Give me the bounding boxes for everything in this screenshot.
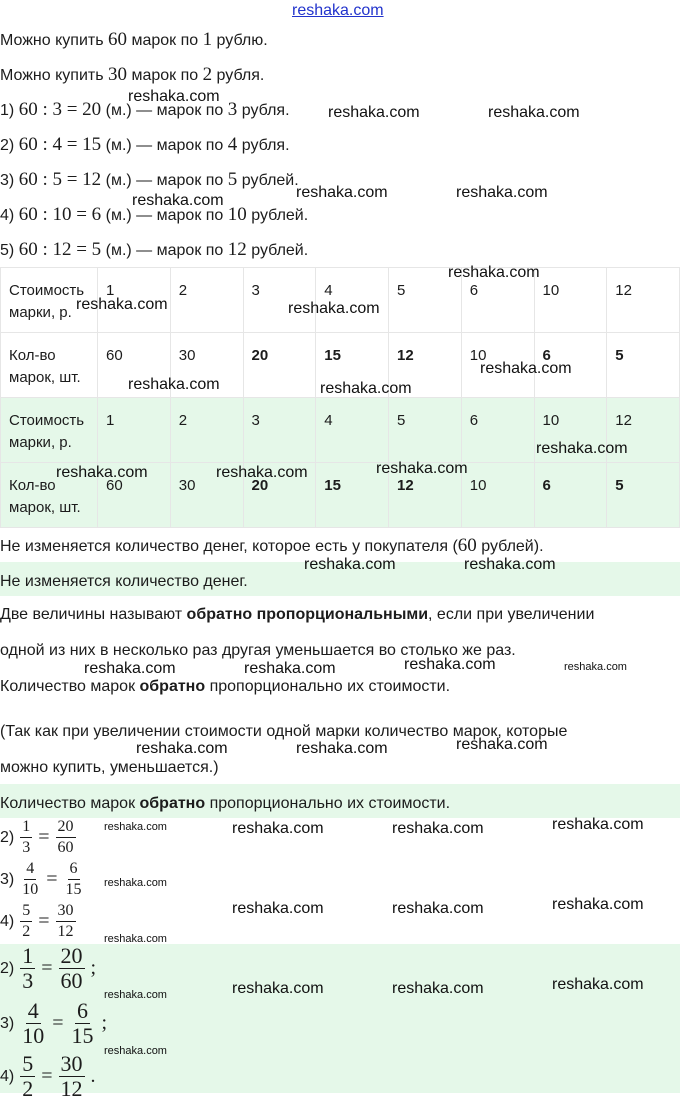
fraction-index: 3): [0, 1014, 15, 1032]
text: марок по: [127, 32, 203, 49]
punctuation: ;: [90, 957, 97, 979]
table-cell: 30: [170, 333, 243, 398]
denominator: 2: [22, 1076, 34, 1101]
calc-line: [0, 240, 308, 261]
intro-line-1: [0, 30, 268, 51]
watermark: reshaka.com: [288, 300, 380, 317]
calc-index: 4): [0, 207, 15, 224]
text: рубля.: [212, 67, 265, 84]
conclusion-line: [0, 677, 450, 697]
denominator: 15: [71, 1023, 94, 1048]
text: рублей).: [476, 538, 544, 555]
unchanged-statement: [0, 536, 544, 557]
equals-sign: =: [46, 868, 58, 890]
calc-tail: рубля.: [237, 102, 290, 119]
punctuation: .: [90, 1065, 96, 1087]
bold-term: обратно пропорциональными: [186, 606, 429, 623]
numerator: 30: [56, 901, 76, 922]
fraction-index: 2): [0, 959, 15, 977]
watermark: reshaka.com: [84, 660, 176, 677]
math-number: 60: [457, 535, 477, 556]
calc-tail: рублей.: [237, 172, 299, 189]
watermark: reshaka.com: [536, 440, 628, 457]
header-text: марки, р.: [9, 304, 72, 321]
fraction: [64, 859, 84, 900]
watermark: reshaka.com: [376, 460, 468, 477]
table-cell: 6: [461, 398, 534, 463]
calc-price: 3: [227, 99, 238, 120]
calc-index: 3): [0, 172, 15, 189]
equals-sign: =: [52, 1012, 64, 1034]
table-cell: 3: [243, 268, 316, 333]
fraction: [56, 901, 76, 942]
fraction-equality-answer: [0, 999, 107, 1048]
table-cell: 5: [389, 398, 462, 463]
cost-count-table: [0, 267, 680, 398]
punctuation: ;: [101, 1012, 108, 1034]
watermark: reshaka.com: [128, 376, 220, 393]
table-cell: 12: [389, 463, 462, 528]
table-cell: 20: [243, 333, 316, 398]
watermark: reshaka.com: [564, 661, 627, 673]
table-cell: 1: [98, 398, 171, 463]
watermark: reshaka.com: [320, 380, 412, 397]
table-cell: 4: [316, 398, 389, 463]
watermark: reshaka.com: [232, 820, 324, 837]
equals-sign: =: [41, 1065, 53, 1087]
equals-sign: =: [38, 910, 50, 932]
numerator: 6: [68, 859, 80, 880]
denominator: 12: [60, 1076, 83, 1101]
numerator: 1: [20, 817, 32, 838]
calc-index: 1): [0, 102, 15, 119]
row-header: [1, 333, 98, 398]
watermark: reshaka.com: [232, 980, 324, 997]
fraction: [20, 901, 32, 942]
table-cell: 12: [607, 268, 680, 333]
fraction-index: 4): [0, 1067, 15, 1085]
table-cell: 3: [243, 398, 316, 463]
calc-unit: (м.) — марок по: [101, 172, 228, 189]
fraction: [20, 817, 32, 858]
denominator: 60: [57, 839, 74, 856]
table-cell: 5: [389, 268, 462, 333]
watermark: reshaka.com: [296, 184, 388, 201]
watermark: reshaka.com: [552, 816, 644, 833]
watermark: reshaka.com: [328, 104, 420, 121]
header-text: Кол-во: [9, 347, 56, 364]
fraction-index: 3): [0, 870, 15, 888]
watermark: reshaka.com: [76, 296, 168, 313]
watermark: reshaka.com: [552, 976, 644, 993]
table-cell: 1: [98, 268, 171, 333]
math-number: 1: [202, 29, 213, 50]
calc-expression: 60 : 5 = 12: [18, 169, 102, 190]
text: марок по: [127, 67, 203, 84]
watermark: reshaka.com: [456, 736, 548, 753]
watermark: reshaka.com: [104, 989, 167, 1001]
text: Можно купить: [0, 32, 108, 49]
header-text: марок, шт.: [9, 369, 81, 386]
fraction: [20, 944, 35, 993]
calc-unit: (м.) — марок по: [101, 242, 228, 259]
table-cell: 15: [316, 463, 389, 528]
header-text: Кол-во: [9, 477, 56, 494]
fraction-equality-answer: [0, 944, 96, 993]
bold-term: обратно: [139, 678, 206, 695]
calc-tail: рублей.: [246, 207, 309, 224]
bold-term: обратно: [139, 795, 206, 812]
equals-sign: =: [41, 957, 53, 979]
watermark: reshaka.com: [128, 88, 220, 105]
top-watermark-link[interactable]: reshaka.com: [292, 2, 384, 19]
numerator: 20: [60, 943, 83, 968]
fraction-index: 4): [0, 912, 15, 930]
text: Количество марок: [0, 678, 140, 695]
numerator: 5: [20, 901, 32, 922]
table-cell: 12: [389, 333, 462, 398]
table-cell: 2: [170, 268, 243, 333]
watermark: reshaka.com: [552, 896, 644, 913]
answer-table: [0, 397, 680, 528]
table-cell: 6: [534, 333, 607, 398]
denominator: 3: [22, 839, 31, 856]
table-cell: 5: [607, 463, 680, 528]
table-cell: 12: [607, 398, 680, 463]
watermark: reshaka.com: [104, 1045, 167, 1057]
watermark: reshaka.com: [56, 464, 148, 481]
table-cell: 6: [461, 268, 534, 333]
calc-index: 5): [0, 242, 15, 259]
watermark: reshaka.com: [232, 900, 324, 917]
calc-price: 5: [227, 169, 238, 190]
intro-line-2: [0, 65, 264, 86]
table-cell: 60: [98, 333, 171, 398]
watermark: reshaka.com: [392, 820, 484, 837]
table-cell: 5: [607, 333, 680, 398]
table-cell: 6: [534, 463, 607, 528]
watermark: reshaka.com: [392, 900, 484, 917]
watermark: reshaka.com: [132, 192, 224, 209]
watermark: reshaka.com: [104, 933, 167, 945]
table-cell: 10: [534, 268, 607, 333]
text: , если при увеличении: [428, 606, 595, 623]
numerator: 30: [60, 1051, 83, 1076]
numerator: 4: [24, 859, 36, 880]
text: пропорционально их стоимости.: [205, 795, 451, 812]
table-cell: 4: [316, 268, 389, 333]
numerator: 1: [22, 943, 34, 968]
calc-expression: 60 : 3 = 20: [18, 99, 102, 120]
definition-line-1: [0, 605, 594, 625]
calc-expression: 60 : 4 = 15: [18, 134, 102, 155]
definition-line-2: одной из них в несколько раз другая уменьшается во столько же раз.: [0, 642, 516, 659]
text: рублю.: [212, 32, 268, 49]
calc-price: 12: [227, 239, 247, 260]
calc-line: [0, 170, 299, 191]
math-number: 2: [202, 64, 213, 85]
fraction: [59, 944, 85, 993]
fraction: [20, 1052, 35, 1101]
math-number: 60: [108, 29, 127, 50]
calc-line: [0, 135, 290, 156]
watermark: reshaka.com: [404, 656, 496, 673]
fraction-equality: [0, 859, 84, 900]
header-text: Стоимость: [9, 412, 85, 429]
calc-unit: (м.) — марок по: [101, 102, 228, 119]
fraction-index: 2): [0, 828, 15, 846]
table-cell: 30: [170, 463, 243, 528]
calc-tail: рубля.: [237, 137, 290, 154]
table-cell: 60: [98, 463, 171, 528]
fraction-equality: [0, 901, 76, 942]
header-text: Стоимость: [9, 282, 85, 299]
watermark: reshaka.com: [104, 821, 167, 833]
calc-price: 10: [227, 204, 247, 225]
text: Две величины называют: [0, 606, 187, 623]
fraction: [20, 859, 40, 900]
text: Можно купить: [0, 67, 108, 84]
watermark: reshaka.com: [464, 556, 556, 573]
fraction: [59, 1052, 85, 1101]
denominator: 10: [22, 1023, 45, 1048]
math-number: 30: [108, 64, 127, 85]
conclusion-answer: [0, 794, 450, 814]
watermark: reshaka.com: [216, 464, 308, 481]
watermark: reshaka.com: [296, 740, 388, 757]
fraction-equality-answer: [0, 1052, 96, 1101]
numerator: 6: [77, 998, 89, 1023]
calc-price: 4: [227, 134, 238, 155]
text: Не изменяется количество денег, которое есть у покупателя (: [0, 538, 458, 555]
table-cell: 10: [461, 333, 534, 398]
calc-tail: рублей.: [246, 242, 309, 259]
watermark: reshaka.com: [104, 877, 167, 889]
fraction: [20, 999, 46, 1048]
fraction: [56, 817, 76, 858]
watermark: reshaka.com: [136, 740, 228, 757]
calc-expression: 60 : 12 = 5: [18, 239, 102, 260]
fraction: [70, 999, 96, 1048]
explanation-line-2: можно купить, уменьшается.): [0, 759, 219, 776]
numerator: 20: [56, 817, 76, 838]
denominator: 12: [57, 923, 74, 940]
denominator: 10: [22, 881, 39, 898]
watermark: reshaka.com: [244, 660, 336, 677]
equals-sign: =: [38, 826, 50, 848]
fraction-equality: [0, 817, 76, 858]
watermark: reshaka.com: [456, 184, 548, 201]
text: пропорционально их стоимости.: [205, 678, 451, 695]
table-cell: 15: [316, 333, 389, 398]
watermark: reshaka.com: [304, 556, 396, 573]
numerator: 5: [22, 1051, 34, 1076]
table-cell: 2: [170, 398, 243, 463]
header-text: марок, шт.: [9, 499, 81, 516]
text: Количество марок: [0, 795, 140, 812]
numerator: 4: [27, 998, 39, 1023]
row-header: [1, 398, 98, 463]
denominator: 2: [22, 923, 31, 940]
watermark: reshaka.com: [448, 264, 540, 281]
header-text: марки, р.: [9, 434, 72, 451]
unchanged-answer: Не изменяется количество денег.: [0, 573, 248, 590]
watermark: reshaka.com: [480, 360, 572, 377]
table-cell: 10: [461, 463, 534, 528]
denominator: 15: [65, 881, 82, 898]
watermark: reshaka.com: [488, 104, 580, 121]
denominator: 60: [60, 968, 83, 993]
calc-unit: (м.) — марок по: [101, 137, 228, 154]
table-cell: 10: [534, 398, 607, 463]
calc-unit: (м.) — марок по: [101, 207, 228, 224]
table-cell: 20: [243, 463, 316, 528]
explanation-line-1: (Так как при увеличении стоимости одной марки количество марок, которые: [0, 723, 568, 740]
denominator: 3: [22, 968, 34, 993]
calc-expression: 60 : 10 = 6: [18, 204, 102, 225]
watermark: reshaka.com: [392, 980, 484, 997]
calc-index: 2): [0, 137, 15, 154]
